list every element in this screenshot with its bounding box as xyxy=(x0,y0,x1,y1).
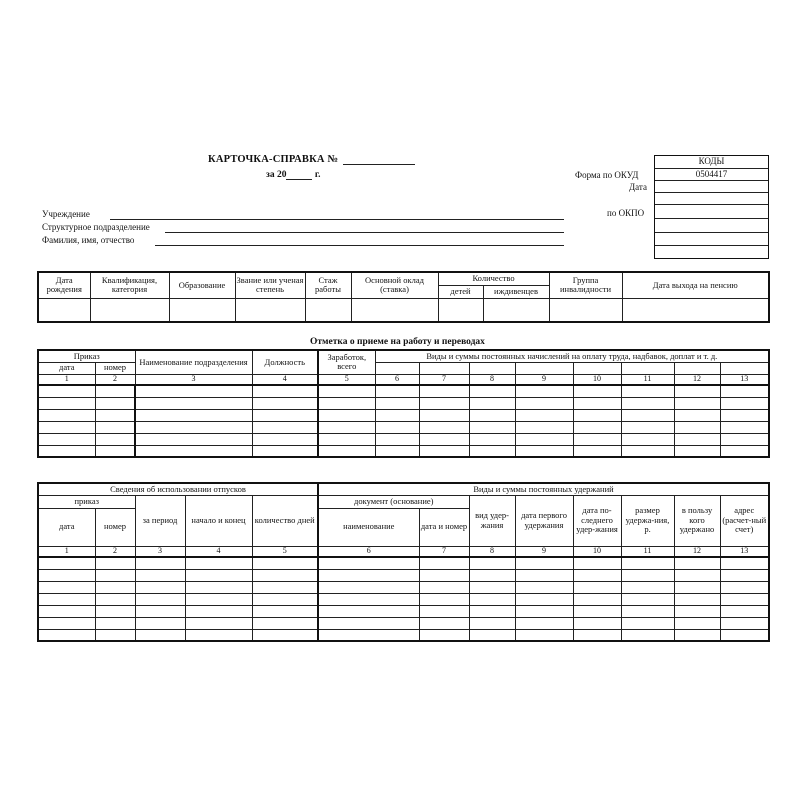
col-number: 6 xyxy=(375,374,419,385)
table-cell[interactable] xyxy=(135,397,252,409)
table-cell[interactable] xyxy=(469,385,515,397)
education-cell[interactable] xyxy=(169,298,235,322)
table-cell[interactable] xyxy=(720,421,769,433)
col-number: 10 xyxy=(573,546,621,557)
table-cell[interactable] xyxy=(318,593,419,605)
table-cell[interactable] xyxy=(419,397,469,409)
table-cell[interactable] xyxy=(185,617,252,629)
table-cell[interactable] xyxy=(674,421,720,433)
table-cell[interactable] xyxy=(674,409,720,421)
col-number: 3 xyxy=(135,374,252,385)
vacation-deductions-table xyxy=(37,482,770,642)
table-cell[interactable] xyxy=(621,433,674,445)
table-cell[interactable] xyxy=(674,397,720,409)
accrual-col xyxy=(419,362,469,374)
table-cell[interactable] xyxy=(252,629,318,641)
table-cell[interactable] xyxy=(720,385,769,397)
table-cell[interactable] xyxy=(720,593,769,605)
table-cell[interactable] xyxy=(38,557,95,569)
table-cell[interactable] xyxy=(135,593,185,605)
period-suffix: г. xyxy=(314,170,321,180)
table-cell[interactable] xyxy=(38,433,95,445)
dependents-cell[interactable] xyxy=(483,298,549,322)
col-number: 5 xyxy=(318,374,375,385)
deduction-amount-header: размер удержа-ния, р. xyxy=(621,495,674,546)
table-cell[interactable] xyxy=(318,385,375,397)
table-cell[interactable] xyxy=(573,557,621,569)
table-cell[interactable] xyxy=(252,385,318,397)
codes-divider xyxy=(655,180,768,181)
form-period xyxy=(266,170,320,180)
table-cell[interactable] xyxy=(318,409,375,421)
table-cell[interactable] xyxy=(318,445,375,457)
col-number: 9 xyxy=(515,546,573,557)
accrual-col xyxy=(674,362,720,374)
accrual-col xyxy=(573,362,621,374)
col-number: 5 xyxy=(252,546,318,557)
table-cell[interactable] xyxy=(95,409,135,421)
table-cell[interactable] xyxy=(419,557,469,569)
table-cell[interactable] xyxy=(252,421,318,433)
vacation-order-date-header: дата xyxy=(38,508,95,546)
table-cell[interactable] xyxy=(135,557,185,569)
table-cell[interactable] xyxy=(419,569,469,581)
table-cell[interactable] xyxy=(38,605,95,617)
institution-label: Учреждение xyxy=(42,209,90,219)
hiring-table xyxy=(37,349,770,458)
table-cell[interactable] xyxy=(573,445,621,457)
table-cell[interactable] xyxy=(720,397,769,409)
table-cell[interactable] xyxy=(318,605,419,617)
table-cell[interactable] xyxy=(515,397,573,409)
table-cell[interactable] xyxy=(135,605,185,617)
codes-header: КОДЫ xyxy=(698,156,725,166)
in-favor-header: в пользу кого удержано xyxy=(674,495,720,546)
col-number: 12 xyxy=(674,374,720,385)
table-cell[interactable] xyxy=(375,433,419,445)
table-cell[interactable] xyxy=(515,581,573,593)
table-cell[interactable] xyxy=(469,617,515,629)
days-count-header: количество дней xyxy=(252,495,318,546)
table-cell[interactable] xyxy=(419,385,469,397)
table-cell[interactable] xyxy=(135,433,252,445)
table-cell[interactable] xyxy=(38,385,95,397)
table-cell[interactable] xyxy=(95,445,135,457)
table-cell[interactable] xyxy=(720,569,769,581)
for-period-header: за период xyxy=(135,495,185,546)
table-cell[interactable] xyxy=(185,557,252,569)
table-cell[interactable] xyxy=(720,605,769,617)
hiring-section-title: Отметка о приеме на работу и переводах xyxy=(310,337,485,347)
vacation-header: Сведения об использовании отпусков xyxy=(38,483,318,495)
document-header: документ (основание) xyxy=(318,495,469,508)
table-cell[interactable] xyxy=(318,433,375,445)
table-cell[interactable] xyxy=(318,569,419,581)
table-cell[interactable] xyxy=(674,593,720,605)
education-header: Образование xyxy=(169,272,235,298)
table-cell[interactable] xyxy=(95,593,135,605)
table-cell[interactable] xyxy=(573,593,621,605)
codes-box xyxy=(654,155,769,259)
table-cell[interactable] xyxy=(573,421,621,433)
table-cell[interactable] xyxy=(375,385,419,397)
table-cell[interactable] xyxy=(135,629,185,641)
period-prefix: за 20 xyxy=(266,170,287,180)
disability-header: Группа инвалидности xyxy=(549,272,622,298)
table-cell[interactable] xyxy=(375,421,419,433)
position-header: Должность xyxy=(252,350,318,374)
table-cell[interactable] xyxy=(185,581,252,593)
codes-divider xyxy=(655,192,768,193)
col-number: 9 xyxy=(515,374,573,385)
col-number: 3 xyxy=(135,546,185,557)
table-cell[interactable] xyxy=(38,421,95,433)
year-line[interactable] xyxy=(286,171,312,180)
table-cell[interactable] xyxy=(185,569,252,581)
table-cell[interactable] xyxy=(573,409,621,421)
table-cell[interactable] xyxy=(38,569,95,581)
table-cell[interactable] xyxy=(252,569,318,581)
table-cell[interactable] xyxy=(38,581,95,593)
table-cell[interactable] xyxy=(95,617,135,629)
table-cell[interactable] xyxy=(318,421,375,433)
table-cell[interactable] xyxy=(621,629,674,641)
table-cell[interactable] xyxy=(252,605,318,617)
qualification-cell[interactable] xyxy=(90,298,169,322)
dept-name-header: Наименование подразделения xyxy=(135,350,252,374)
vacation-order-header: приказ xyxy=(38,495,135,508)
col-number: 1 xyxy=(38,546,95,557)
table-cell[interactable] xyxy=(318,557,419,569)
table-cell[interactable] xyxy=(318,629,419,641)
table-cell[interactable] xyxy=(469,629,515,641)
table-cell[interactable] xyxy=(573,385,621,397)
table-cell[interactable] xyxy=(252,617,318,629)
table-cell[interactable] xyxy=(95,397,135,409)
table-cell[interactable] xyxy=(135,617,185,629)
experience-cell[interactable] xyxy=(305,298,351,322)
table-cell[interactable] xyxy=(419,593,469,605)
order-date-header: дата xyxy=(38,362,95,374)
col-number: 6 xyxy=(318,546,419,557)
col-number: 7 xyxy=(419,374,469,385)
table-cell[interactable] xyxy=(573,397,621,409)
col-number: 4 xyxy=(252,374,318,385)
table-cell[interactable] xyxy=(573,629,621,641)
col-number: 4 xyxy=(185,546,252,557)
vacation-order-number-header: номер xyxy=(95,508,135,546)
department-line[interactable] xyxy=(165,232,564,233)
date-label: Дата xyxy=(629,182,647,192)
table-cell[interactable] xyxy=(185,593,252,605)
table-cell[interactable] xyxy=(135,445,252,457)
table-cell[interactable] xyxy=(621,617,674,629)
col-number: 1 xyxy=(38,374,95,385)
table-cell[interactable] xyxy=(38,617,95,629)
rank-header: Звание или ученая степень xyxy=(235,272,305,298)
personal-info-table xyxy=(37,271,770,323)
table-cell[interactable] xyxy=(95,385,135,397)
table-cell[interactable] xyxy=(252,445,318,457)
full-name-line[interactable] xyxy=(155,245,564,246)
table-cell[interactable] xyxy=(621,385,674,397)
table-cell[interactable] xyxy=(720,445,769,457)
table-cell[interactable] xyxy=(674,605,720,617)
table-cell[interactable] xyxy=(252,409,318,421)
table-cell[interactable] xyxy=(252,433,318,445)
col-number: 7 xyxy=(419,546,469,557)
form-title xyxy=(208,154,415,165)
col-number: 13 xyxy=(720,546,769,557)
table-cell[interactable] xyxy=(95,581,135,593)
table-cell[interactable] xyxy=(252,581,318,593)
col-number: 2 xyxy=(95,546,135,557)
table-cell[interactable] xyxy=(515,593,573,605)
table-cell[interactable] xyxy=(515,421,573,433)
table-cell[interactable] xyxy=(419,629,469,641)
table-cell[interactable] xyxy=(252,397,318,409)
qualification-header: Квалификация, категория xyxy=(90,272,169,298)
table-cell[interactable] xyxy=(419,617,469,629)
okud-value: 0504417 xyxy=(655,168,768,180)
table-cell[interactable] xyxy=(469,557,515,569)
col-number: 13 xyxy=(720,374,769,385)
children-cell[interactable] xyxy=(438,298,483,322)
codes-divider xyxy=(655,218,768,219)
table-cell[interactable] xyxy=(573,617,621,629)
table-cell[interactable] xyxy=(515,409,573,421)
table-cell[interactable] xyxy=(515,629,573,641)
table-cell[interactable] xyxy=(621,593,674,605)
accrual-col xyxy=(375,362,419,374)
table-cell[interactable] xyxy=(38,593,95,605)
table-cell[interactable] xyxy=(674,581,720,593)
dependents-header: иждивенцев xyxy=(483,285,549,298)
table-cell[interactable] xyxy=(720,629,769,641)
col-number: 8 xyxy=(469,546,515,557)
table-cell[interactable] xyxy=(515,617,573,629)
codes-divider xyxy=(655,245,768,246)
codes-divider xyxy=(655,204,768,205)
table-cell[interactable] xyxy=(621,569,674,581)
address-header: адрес (расчет-ный счет) xyxy=(720,495,769,546)
table-cell[interactable] xyxy=(375,397,419,409)
table-cell[interactable] xyxy=(674,433,720,445)
table-cell[interactable] xyxy=(621,445,674,457)
table-cell[interactable] xyxy=(515,569,573,581)
disability-cell[interactable] xyxy=(549,298,622,322)
table-cell[interactable] xyxy=(38,445,95,457)
table-cell[interactable] xyxy=(573,605,621,617)
table-cell[interactable] xyxy=(318,397,375,409)
birth-date-cell[interactable] xyxy=(38,298,90,322)
table-cell[interactable] xyxy=(375,409,419,421)
table-cell[interactable] xyxy=(621,421,674,433)
pension-date-cell[interactable] xyxy=(622,298,769,322)
experience-header: Стаж работы xyxy=(305,272,351,298)
table-cell[interactable] xyxy=(469,397,515,409)
table-cell[interactable] xyxy=(95,421,135,433)
col-number: 11 xyxy=(621,546,674,557)
table-cell[interactable] xyxy=(469,581,515,593)
table-cell[interactable] xyxy=(469,605,515,617)
table-cell[interactable] xyxy=(674,445,720,457)
table-cell[interactable] xyxy=(419,409,469,421)
table-cell[interactable] xyxy=(469,433,515,445)
okud-label: Форма по ОКУД xyxy=(575,170,639,180)
table-cell[interactable] xyxy=(419,433,469,445)
table-cell[interactable] xyxy=(469,569,515,581)
accrual-col xyxy=(621,362,674,374)
table-cell[interactable] xyxy=(573,569,621,581)
table-cell[interactable] xyxy=(621,397,674,409)
table-cell[interactable] xyxy=(419,445,469,457)
earnings-header: Заработок, всего xyxy=(318,350,375,374)
table-cell[interactable] xyxy=(419,581,469,593)
deduction-type-header: вид удер-жания xyxy=(469,495,515,546)
table-cell[interactable] xyxy=(469,445,515,457)
codes-divider xyxy=(655,232,768,233)
col-number: 12 xyxy=(674,546,720,557)
table-cell[interactable] xyxy=(621,581,674,593)
order-header: Приказ xyxy=(38,350,135,362)
col-number: 2 xyxy=(95,374,135,385)
table-cell[interactable] xyxy=(720,617,769,629)
table-cell[interactable] xyxy=(135,385,252,397)
quantity-header: Количество xyxy=(438,272,549,285)
rank-cell[interactable] xyxy=(235,298,305,322)
pension-date-header: Дата выхода на пенсию xyxy=(622,272,769,298)
table-cell[interactable] xyxy=(185,629,252,641)
table-cell[interactable] xyxy=(469,421,515,433)
table-cell[interactable] xyxy=(38,409,95,421)
table-cell[interactable] xyxy=(573,581,621,593)
table-cell[interactable] xyxy=(621,557,674,569)
table-cell[interactable] xyxy=(621,409,674,421)
table-cell[interactable] xyxy=(515,433,573,445)
table-cell[interactable] xyxy=(185,605,252,617)
table-cell[interactable] xyxy=(515,445,573,457)
last-deduction-header: дата по-следнего удер-жания xyxy=(573,495,621,546)
table-cell[interactable] xyxy=(252,593,318,605)
table-cell[interactable] xyxy=(38,397,95,409)
table-cell[interactable] xyxy=(674,385,720,397)
accruals-header: Виды и суммы постоянных начислений на оплату труда, надбавок, доплат и т. д. xyxy=(375,350,769,362)
doc-date-number-header: дата и номер xyxy=(419,508,469,546)
table-cell[interactable] xyxy=(515,605,573,617)
form-number-line[interactable] xyxy=(343,155,415,165)
institution-line[interactable] xyxy=(110,219,564,220)
salary-header: Основной оклад (ставка) xyxy=(351,272,438,298)
table-cell[interactable] xyxy=(674,617,720,629)
table-cell[interactable] xyxy=(720,433,769,445)
birth-date-header: Дата рождения xyxy=(38,272,90,298)
table-cell[interactable] xyxy=(674,557,720,569)
table-cell[interactable] xyxy=(720,581,769,593)
order-number-header: номер xyxy=(95,362,135,374)
table-cell[interactable] xyxy=(135,581,185,593)
table-cell[interactable] xyxy=(318,581,419,593)
table-cell[interactable] xyxy=(469,409,515,421)
accrual-col xyxy=(720,362,769,374)
table-cell[interactable] xyxy=(252,557,318,569)
okpo-label: по ОКПО xyxy=(607,208,645,218)
col-number: 8 xyxy=(469,374,515,385)
table-cell[interactable] xyxy=(135,421,252,433)
table-cell[interactable] xyxy=(419,421,469,433)
table-cell[interactable] xyxy=(621,605,674,617)
table-cell[interactable] xyxy=(318,617,419,629)
table-cell[interactable] xyxy=(375,445,419,457)
form-title-text: КАРТОЧКА-СПРАВКА № xyxy=(208,154,339,165)
table-cell[interactable] xyxy=(95,557,135,569)
table-cell[interactable] xyxy=(135,569,185,581)
accrual-col xyxy=(469,362,515,374)
children-header: детей xyxy=(438,285,483,298)
table-cell[interactable] xyxy=(38,629,95,641)
start-end-header: начало и конец xyxy=(185,495,252,546)
table-cell[interactable] xyxy=(95,605,135,617)
table-cell[interactable] xyxy=(419,605,469,617)
table-cell[interactable] xyxy=(720,409,769,421)
table-cell[interactable] xyxy=(515,385,573,397)
full-name-label: Фамилия, имя, отчество xyxy=(42,235,135,245)
table-cell[interactable] xyxy=(95,629,135,641)
salary-cell[interactable] xyxy=(351,298,438,322)
col-number: 10 xyxy=(573,374,621,385)
accrual-col xyxy=(515,362,573,374)
table-cell[interactable] xyxy=(135,409,252,421)
doc-name-header: наименование xyxy=(318,508,419,546)
table-cell[interactable] xyxy=(515,557,573,569)
table-cell[interactable] xyxy=(674,629,720,641)
table-cell[interactable] xyxy=(95,433,135,445)
table-cell[interactable] xyxy=(573,433,621,445)
table-cell[interactable] xyxy=(674,569,720,581)
table-cell[interactable] xyxy=(469,593,515,605)
col-number: 11 xyxy=(621,374,674,385)
table-cell[interactable] xyxy=(720,557,769,569)
first-deduction-header: дата первого удержания xyxy=(515,495,573,546)
table-cell[interactable] xyxy=(95,569,135,581)
department-label: Структурное подразделение xyxy=(42,222,150,232)
deductions-header: Виды и суммы постоянных удержаний xyxy=(318,483,769,495)
